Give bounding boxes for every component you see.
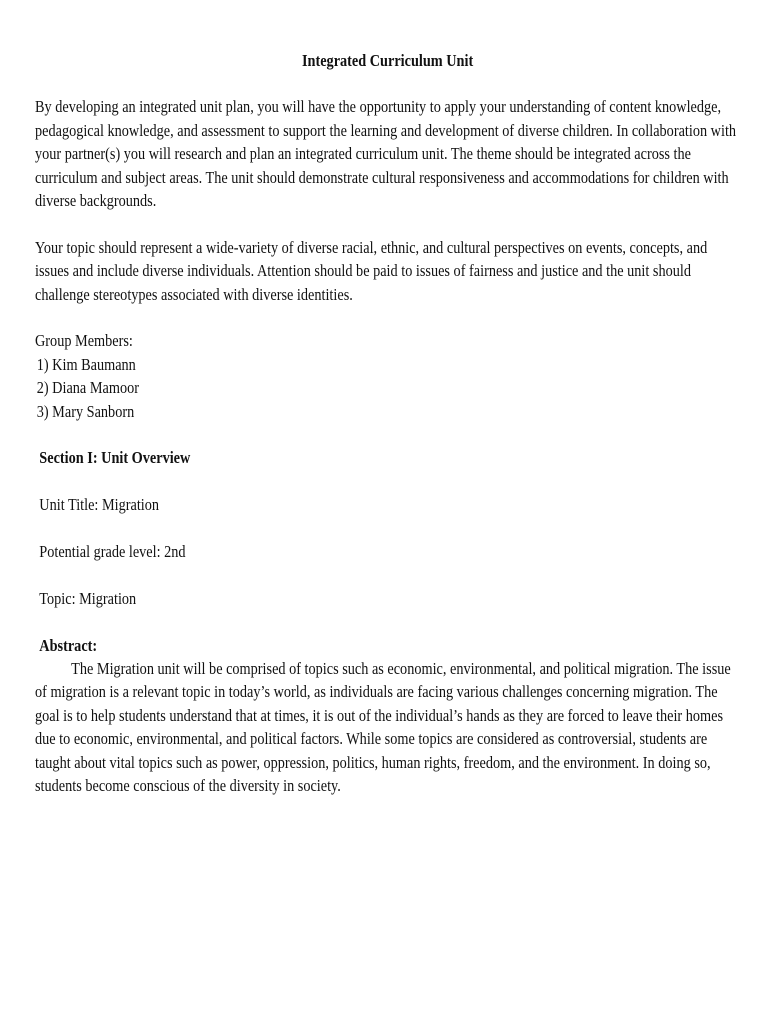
group-member-1: 1) Kim Baumann: [36, 354, 136, 374]
document-content: [35, 49, 740, 797]
group-members-label: Group Members:: [35, 331, 133, 351]
abstract-heading: Abstract:: [39, 635, 98, 655]
section-heading: Section I: Unit Overview: [39, 448, 191, 468]
group-member-2: 2) Diana Mamoor: [36, 378, 139, 398]
unit-overview-section: [35, 446, 740, 657]
intro-paragraph: By developing an integrated unit plan, you will have the opportunity to apply your understanding of content knowledge, pedagogical knowledge, and assessment to support the learning and development of diverse children. In collaboration with your partner(s) you will research and plan an integrated curriculum unit. The theme should be integrated across the curriculum and subject areas. The unit should demonstrate cultural responsiveness and accommodations for children with diverse backgrounds.: [35, 97, 737, 211]
unit-title-field: Unit Title: Migration: [39, 495, 160, 515]
topic-requirements-paragraph: Your topic should represent a wide-variety of diverse racial, ethnic, and cultural perspectives on events, concepts, and issues and include diverse individuals. Attention should be paid to issues of fairness and justice and the unit should challenge stereotypes associated with diverse identities.: [35, 237, 708, 304]
abstract-text: The Migration unit will be comprised of topics such as economic, environmental, and political migration. The issue of migration is a relevant topic in today’s world, as individuals are facing various challenges concerning migration. The goal is to help students understand that at times, it is out of the individual’s hands as they are forced to leave their homes due to economic, environmental, and political factors. While some topics are considered as controversial, students are taught about vital topics such as power, oppression, politics, human rights, freedom, and the environment. In doing so, students become conscious of the diversity in society.: [35, 659, 731, 796]
group-member-3: 3) Mary Sanborn: [36, 401, 135, 421]
grade-level-field: Potential grade level: 2nd: [39, 542, 186, 562]
topic-field: Topic: Migration: [39, 588, 137, 608]
document-title: Integrated Curriculum Unit: [301, 51, 474, 70]
group-members-block: [35, 329, 740, 423]
